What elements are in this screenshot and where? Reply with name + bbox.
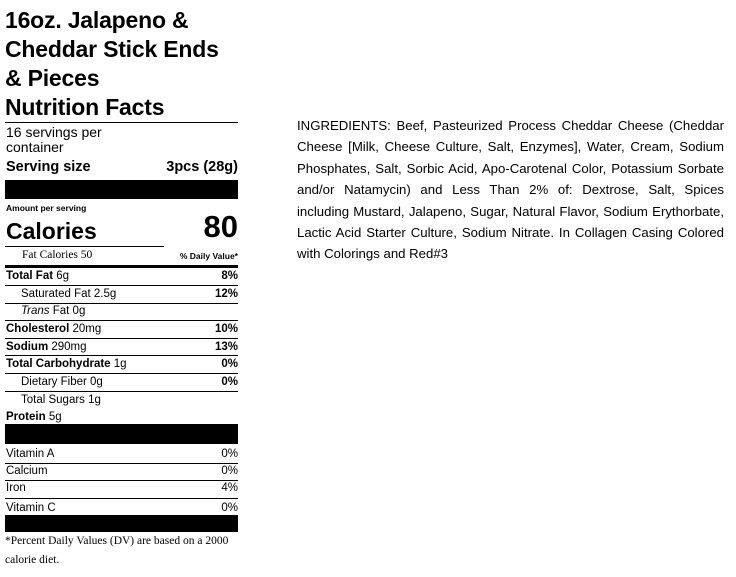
- vitamin-pct: 0%: [221, 448, 238, 460]
- row-divider: [5, 355, 238, 356]
- product-title-line-1: 16oz. Jalapeno &: [5, 7, 189, 33]
- nutrient-label: Trans: [21, 305, 50, 317]
- nutrient-label: Cholesterol: [6, 323, 70, 335]
- ingredients-text: INGREDIENTS: Beef, Pasteurized Process Cheddar Cheese (Cheddar Cheese [Milk, Cheese Culture, Salt, Enzymes], Water, Cream, Sodium Phosphates, Salt, Sorbic Acid, Apo-Carotenal Color, Potassium Sorbate and/or Natamycin) and Less Than 2% of: Dextrose, Salt, Spices including Mustard, Jalapeno, Sugar, Natural Flavor, Sodium Erythorbate, Lactic Acid Starter Culture, Sodium Nitrate. In Collagen Casing Colored with Colorings and Red#3: [297, 118, 724, 262]
- nutrient-label: Total Carbohydrate: [6, 358, 111, 370]
- row-divider: [5, 391, 238, 392]
- nutrient-label: Saturated Fat: [21, 288, 91, 300]
- nutrient-row-saturated-fat: [6, 288, 238, 300]
- row-divider: [5, 285, 238, 286]
- vitamin-pct: 4%: [221, 482, 238, 494]
- medium-divider: [5, 265, 238, 268]
- row-divider: [5, 338, 238, 339]
- nutrient-amount: 6g: [56, 270, 70, 282]
- daily-value-footnote: *Percent Daily Values (DV) are based on a 2000 calorie diet.: [5, 535, 229, 566]
- servings-per-container: 16 servings per container: [6, 124, 102, 155]
- product-title-line-3: & Pieces: [5, 65, 100, 91]
- nutrient-amount: 290mg: [51, 341, 87, 353]
- vitamin-pct: 0%: [221, 502, 238, 514]
- nutrient-row-trans-fat: [6, 305, 238, 317]
- row-divider: [5, 463, 238, 464]
- nutrient-row-total-carbohydrate: [6, 358, 238, 370]
- daily-value-header: % Daily Value*: [179, 251, 238, 261]
- nutrient-label: Total Sugars: [21, 394, 85, 406]
- vitamin-label: Iron: [6, 482, 26, 494]
- amount-per-serving: Amount per serving: [6, 203, 87, 213]
- calories-underline: [5, 246, 164, 247]
- vitamin-label: Vitamin A: [6, 448, 55, 460]
- nutrient-row-cholesterol: [6, 323, 238, 335]
- nutrient-amount: 1g: [113, 358, 127, 370]
- calories-value: 80: [203, 209, 238, 244]
- nutrient-row-sodium: [6, 341, 238, 353]
- row-divider: [5, 373, 238, 374]
- nutrient-row-protein: [6, 411, 238, 423]
- thick-divider-2: [5, 424, 238, 444]
- nutrient-row-total-fat: [6, 270, 238, 282]
- nutrient-amount: 20mg: [72, 323, 102, 335]
- row-divider: [5, 320, 238, 321]
- vitamin-pct: 0%: [221, 465, 238, 477]
- thick-divider-1: [5, 180, 238, 199]
- fat-calories: Fat Calories 50: [22, 249, 93, 261]
- title-rule: [5, 122, 238, 123]
- product-title-line-2: Cheddar Stick Ends: [5, 36, 219, 62]
- nutrient-amount: 1g: [88, 394, 101, 406]
- nutrient-amount: 5g: [48, 411, 62, 423]
- nutrient-pct: 10%: [214, 323, 238, 335]
- nutrient-amount: Fat 0g: [52, 305, 86, 317]
- nutrient-label: Dietary Fiber: [21, 376, 87, 388]
- thick-divider-3: [5, 515, 238, 532]
- nutrient-pct: 12%: [214, 288, 238, 300]
- serving-size-row: [6, 159, 238, 175]
- nutrient-amount: 2.5g: [93, 288, 117, 300]
- nutrient-pct: 8%: [221, 270, 238, 282]
- product-title: [5, 6, 245, 122]
- nutrient-pct: 13%: [214, 341, 238, 353]
- row-divider: [5, 480, 238, 481]
- vitamin-row-c: [6, 502, 238, 514]
- nutrient-pct: 0%: [221, 358, 238, 370]
- nutrient-amount: 0g: [90, 376, 103, 388]
- nutrient-pct: 0%: [221, 376, 238, 388]
- vitamin-label: Calcium: [6, 465, 48, 477]
- vitamin-label: Vitamin C: [6, 502, 56, 514]
- nutrient-label: Sodium: [6, 341, 49, 353]
- row-divider: [5, 498, 238, 499]
- calories-label: Calories: [6, 218, 97, 244]
- row-divider: [5, 303, 238, 304]
- vitamin-row-iron: [6, 482, 238, 494]
- serving-size-label: Serving size: [6, 159, 91, 175]
- nutrient-row-total-sugars: [6, 394, 238, 406]
- vitamin-row-a: [6, 448, 238, 460]
- serving-size-value: 3pcs (28g): [166, 159, 238, 175]
- vitamin-row-calcium: [6, 465, 238, 477]
- nutrition-facts-heading: Nutrition Facts: [5, 94, 165, 120]
- nutrient-label: Protein: [6, 411, 46, 423]
- nutrient-row-dietary-fiber: [6, 376, 238, 388]
- nutrient-label: Total Fat: [6, 270, 54, 282]
